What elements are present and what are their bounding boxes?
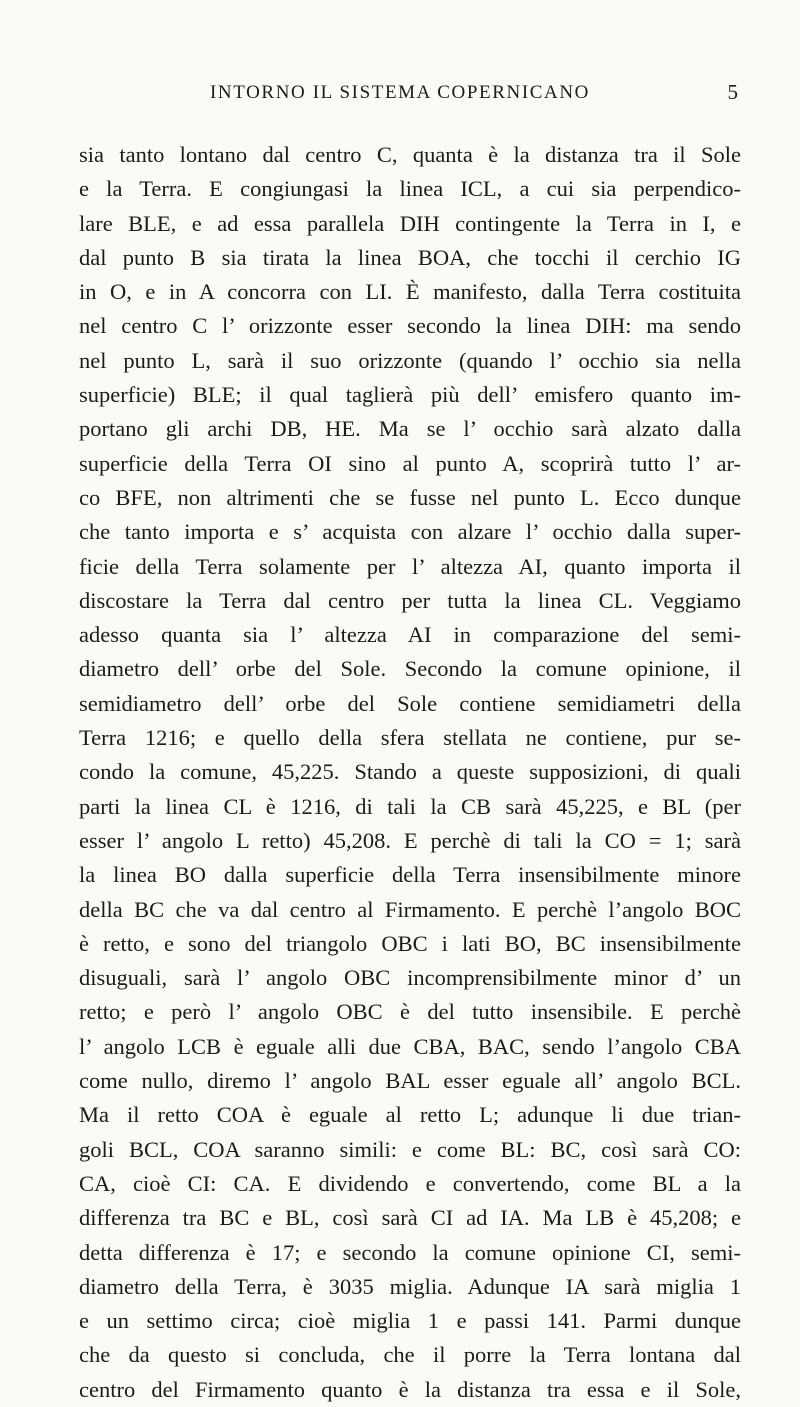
text-line: la linea BO dalla superficie della Terra insensibilmente minore <box>79 862 741 888</box>
text-line: nel centro C l’ orizzonte esser secondo la linea DIH: ma sendo <box>79 313 741 339</box>
text-line: differenza tra BC e BL, così sarà CI ad IA. Ma LB è 45,208; e <box>79 1205 741 1231</box>
page-number: 5 <box>727 80 738 104</box>
text-line: adesso quanta sia l’ altezza AI in comparazione del semi- <box>79 622 741 648</box>
text-line: che da questo si concluda, che il porre la Terra lontana dal <box>79 1342 741 1368</box>
text-line: come nullo, diremo l’ angolo BAL esser eguale all’ angolo BCL. <box>79 1068 741 1094</box>
text-line: della BC che va dal centro al Firmamento. E perchè l’angolo BOC <box>79 896 741 922</box>
text-line: goli BCL, COA saranno simili: e come BL: BC, così sarà CO: <box>79 1136 741 1162</box>
text-line: l’ angolo LCB è eguale alli due CBA, BAC, sendo l’angolo CBA <box>79 1033 741 1059</box>
text-line: CA, cioè CI: CA. E dividendo e convertendo, come BL a la <box>79 1170 741 1196</box>
text-line: discostare la Terra dal centro per tutta la linea CL. Veggiamo <box>79 587 741 613</box>
text-line: disuguali, sarà l’ angolo OBC incomprensibilmente minor d’ un <box>79 965 741 991</box>
text-line: detta differenza è 17; e secondo la comune opinione CI, semi- <box>79 1239 741 1265</box>
text-line: nel punto L, sarà il suo orizzonte (quando l’ occhio sia nella <box>79 347 741 373</box>
running-title: INTORNO IL SISTEMA COPERNICANO <box>210 82 590 103</box>
text-line: lare BLE, e ad essa parallela DIH contingente la Terra in I, e <box>79 210 741 236</box>
text-line: centro del Firmamento quanto è la distanza tra essa e il Sole, <box>79 1376 741 1402</box>
text-line: condo la comune, 45,225. Stando a queste supposizioni, di quali <box>79 759 741 785</box>
text-line: parti la linea CL è 1216, di tali la CB sarà 45,225, e BL (per <box>79 793 741 819</box>
text-line: dal punto B sia tirata la linea BOA, che tocchi il cerchio IG <box>79 244 741 270</box>
text-line: retto; e però l’ angolo OBC è del tutto insensibile. E perchè <box>79 999 741 1025</box>
body-paragraph <box>79 138 741 1407</box>
text-line: in O, e in A concorra con LI. È manifesto, dalla Terra costituita <box>79 279 741 305</box>
text-line: Ma il retto COA è eguale al retto L; adunque li due trian- <box>79 1102 741 1128</box>
text-line: superficie) BLE; il qual taglierà più dell’ emisfero quanto im- <box>79 382 741 408</box>
text-line: esser l’ angolo L retto) 45,208. E perchè di tali la CO = 1; sarà <box>79 827 741 853</box>
text-line: portano gli archi DB, HE. Ma se l’ occhio sarà alzato dalla <box>79 416 741 442</box>
text-line: che tanto importa e s’ acquista con alzare l’ occhio dalla super- <box>79 519 741 545</box>
text-line: diametro dell’ orbe del Sole. Secondo la comune opinione, il <box>79 656 741 682</box>
text-line: superficie della Terra OI sino al punto A, scoprirà tutto l’ ar- <box>79 450 741 476</box>
text-line: è retto, e sono del triangolo OBC i lati BO, BC insensibilmente <box>79 930 741 956</box>
text-line: e la Terra. E congiungasi la linea ICL, a cui sia perpendico- <box>79 176 741 202</box>
text-line: diametro della Terra, è 3035 miglia. Adunque IA sarà miglia 1 <box>79 1273 741 1299</box>
text-line: semidiametro dell’ orbe del Sole contiene semidiametri della <box>79 690 741 716</box>
text-line: ficie della Terra solamente per l’ altezza AI, quanto importa il <box>79 553 741 579</box>
text-line: e un settimo circa; cioè miglia 1 e passi 141. Parmi dunque <box>79 1308 741 1334</box>
text-line: co BFE, non altrimenti che se fusse nel punto L. Ecco dunque <box>79 484 741 510</box>
page-header <box>0 82 800 112</box>
text-line: Terra 1216; e quello della sfera stellata ne contiene, pur se- <box>79 725 741 751</box>
text-line: sia tanto lontano dal centro C, quanta è la distanza tra il Sole <box>79 142 741 167</box>
